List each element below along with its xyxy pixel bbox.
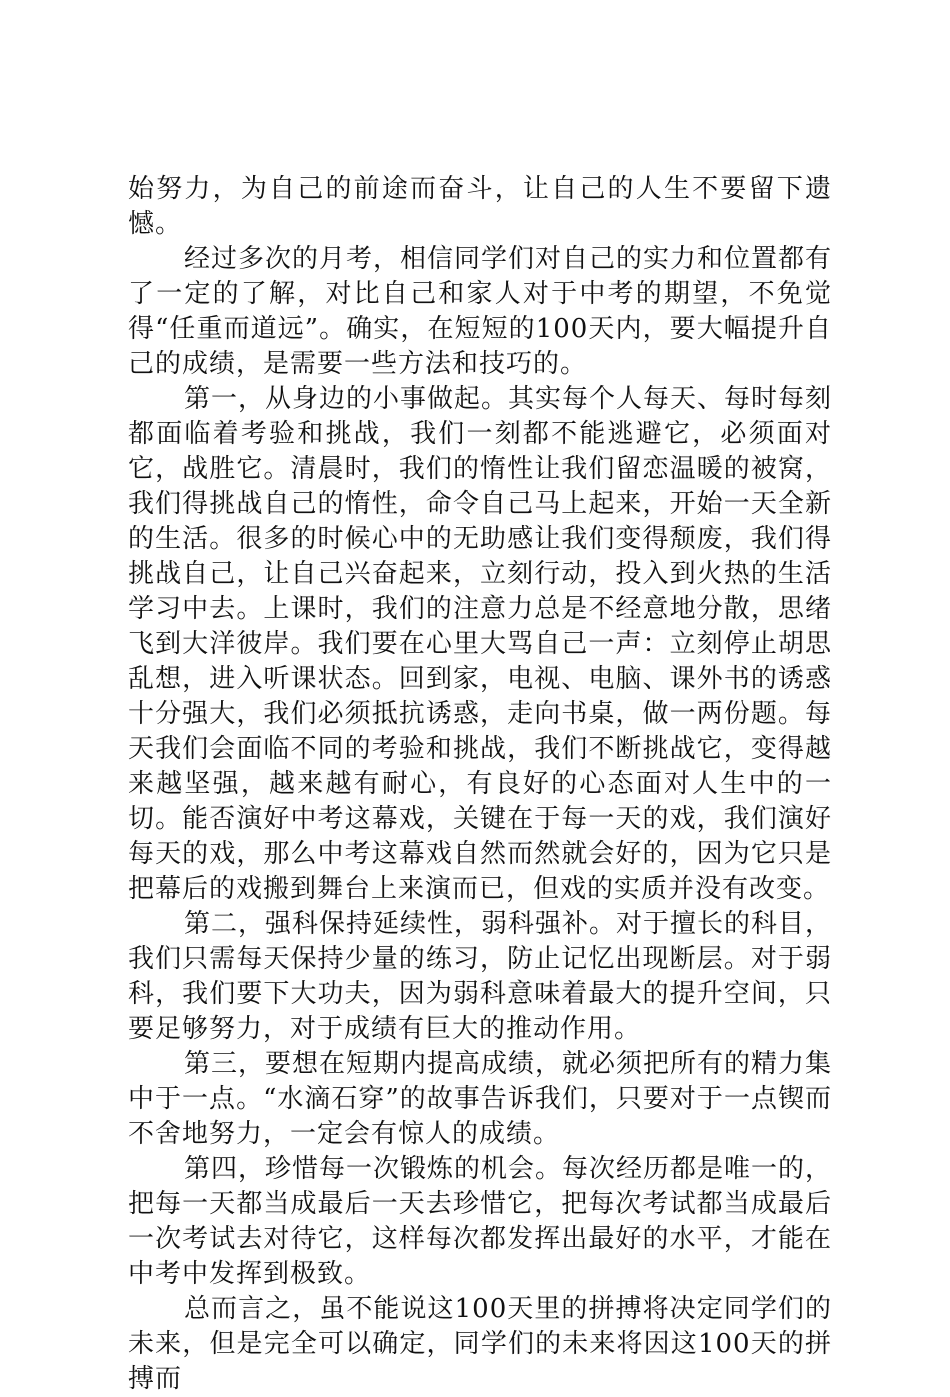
paragraph-conclusion: 总而言之，虽不能说这100天里的拼搏将决定同学们的未来，但是完全可以确定，同学们的未来将因这100天的拼搏而	[128, 1294, 832, 1394]
paragraph-point-two: 第二，强科保持延续性，弱科强补。对于擅长的科目，我们只需每天保持少量的练习，防止记忆出现断层。对于弱科，我们要下大功夫，因为弱科意味着最大的提升空间，只要足够努力，对于成绩有巨大的推动作用。	[128, 909, 833, 1044]
paragraph-continuation: 始努力，为自己的前途而奋斗，让自己的人生不要留下遗憾。	[128, 174, 832, 239]
paragraph-point-four: 第四，珍惜每一次锻炼的机会。每次经历都是唯一的，把每一天都当成最后一天去珍惜它，把每次考试都当成最后一次考试去对待它，这样每次都发挥出最好的水平，才能在中考中发挥到极致。	[128, 1154, 833, 1289]
paragraph-point-three: 第三，要想在短期内提高成绩，就必须把所有的精力集中于一点。“水滴石穿”的故事告诉我们，只要对于一点锲而不舍地努力，一定会有惊人的成绩。	[128, 1049, 833, 1149]
document-body	[128, 172, 832, 1397]
paragraph-point-one: 第一，从身边的小事做起。其实每个人每天、每时每刻都面临着考验和挑战，我们一刻都不能逃避它，必须面对它，战胜它。清晨时，我们的惰性让我们留恋温暖的被窝，我们得挑战自己的惰性，命令自己马上起来，开始一天全新的生活。很多的时候心中的无助感让我们变得颓废，我们得挑战自己，让自己兴奋起来，立刻行动，投入到火热的生活学习中去。上课时，我们的注意力总是不经意地分散，思绪飞到大洋彼岸。我们要在心里大骂自己一声：立刻停止胡思乱想，进入听课状态。回到家，电视、电脑、课外书的诱惑十分强大，我们必须抵抗诱惑，走向书桌，做一两份题。每天我们会面临不同的考验和挑战，我们不断挑战它，变得越来越坚强，越来越有耐心，有良好的心态面对人生中的一切。能否演好中考这幕戏，关键在于每一天的戏，我们演好每天的戏，那么中考这幕戏自然而然就会好的，因为它只是把幕后的戏搬到舞台上来演而已，但戏的实质并没有改变。	[128, 384, 833, 904]
paragraph-intro: 经过多次的月考，相信同学们对自己的实力和位置都有了一定的了解，对比自己和家人对于中考的期望，不免觉得“任重而道远”。确实，在短短的100天内，要大幅提升自己的成绩，是需要一些方法和技巧的。	[128, 244, 833, 379]
